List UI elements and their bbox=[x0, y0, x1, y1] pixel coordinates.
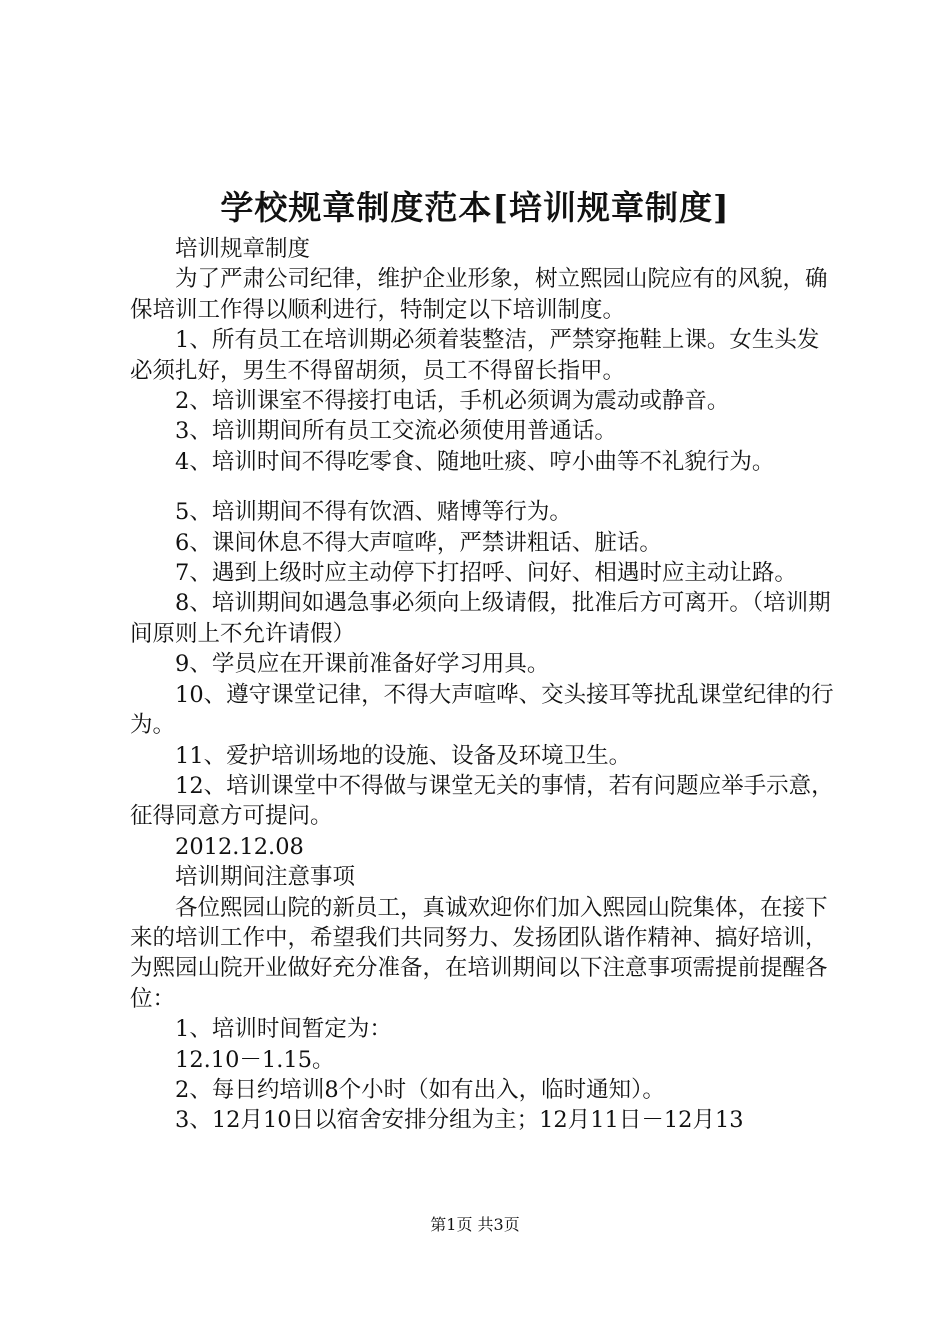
document-title: 学校规章制度范本[培训规章制度] bbox=[220, 188, 730, 227]
date-line: 2012.12.08 bbox=[175, 833, 304, 860]
paragraph-intro: 为了严肃公司纪律，维护企业形象，树立熙园山院应有的风貌，确保培训工作得以顺利进行，特制定以下培训制度。 bbox=[130, 266, 828, 323]
notice-item: 2、每日约培训8个小时（如有出入，临时通知）。 bbox=[175, 1076, 665, 1103]
document-body bbox=[130, 234, 838, 1136]
rule-item: 5、培训期间不得有饮酒、赌博等行为。 bbox=[175, 499, 572, 526]
rule-item: 8、培训期间如遇急事必须向上级请假，批准后方可离开。（培训期间原则上不允许请假） bbox=[130, 590, 831, 647]
notice-item: 12.10－1.15。 bbox=[175, 1046, 335, 1073]
rule-item: 10、遵守课堂记律，不得大声喧哗、交头接耳等扰乱课堂纪律的行为。 bbox=[130, 681, 834, 739]
paragraph-welcome: 各位熙园山院的新员工，真诚欢迎你们加入熙园山院集体，在接下来的培训工作中，希望我们共同努力、发扬团队谐作精神、搞好培训，为熙园山院开业做好充分准备，在培训期间以下注意事项需提前提醒各位： bbox=[130, 894, 828, 1012]
rule-item: 12、培训课堂中不得做与课堂无关的事情，若有问题应举手示意，征得同意方可提问。 bbox=[130, 772, 834, 830]
notice-item: 3、12月10日以宿舍安排分组为主；12月11日－12月13 bbox=[175, 1107, 744, 1134]
rule-item: 2、培训课室不得接打电话，手机必须调为震动或静音。 bbox=[175, 388, 730, 415]
rule-item: 4、培训时间不得吃零食、随地吐痰、哼小曲等不礼貌行为。 bbox=[175, 448, 775, 475]
paragraph-heading: 培训规章制度 bbox=[175, 236, 311, 262]
rule-item: 1、所有员工在培训期必须着装整洁，严禁穿拖鞋上课。女生头发必须扎好，男生不得留胡须，员工不得留长指甲。 bbox=[130, 327, 820, 384]
rule-item: 3、培训期间所有员工交流必须使用普通话。 bbox=[175, 418, 617, 445]
rule-item: 9、学员应在开课前准备好学习用具。 bbox=[175, 651, 550, 678]
notice-item: 1、培训时间暂定为： bbox=[175, 1016, 392, 1043]
rule-item: 11、爱护培训场地的设施、设备及环境卫生。 bbox=[175, 742, 632, 769]
rule-item: 6、课间休息不得大声喧哗，严禁讲粗话、脏话。 bbox=[175, 529, 662, 556]
rule-item: 7、遇到上级时应主动停下打招呼、问好、相遇时应主动让路。 bbox=[175, 560, 797, 587]
page-footer: 第1页 共3页 bbox=[430, 1215, 520, 1234]
section-heading: 培训期间注意事项 bbox=[175, 864, 356, 891]
